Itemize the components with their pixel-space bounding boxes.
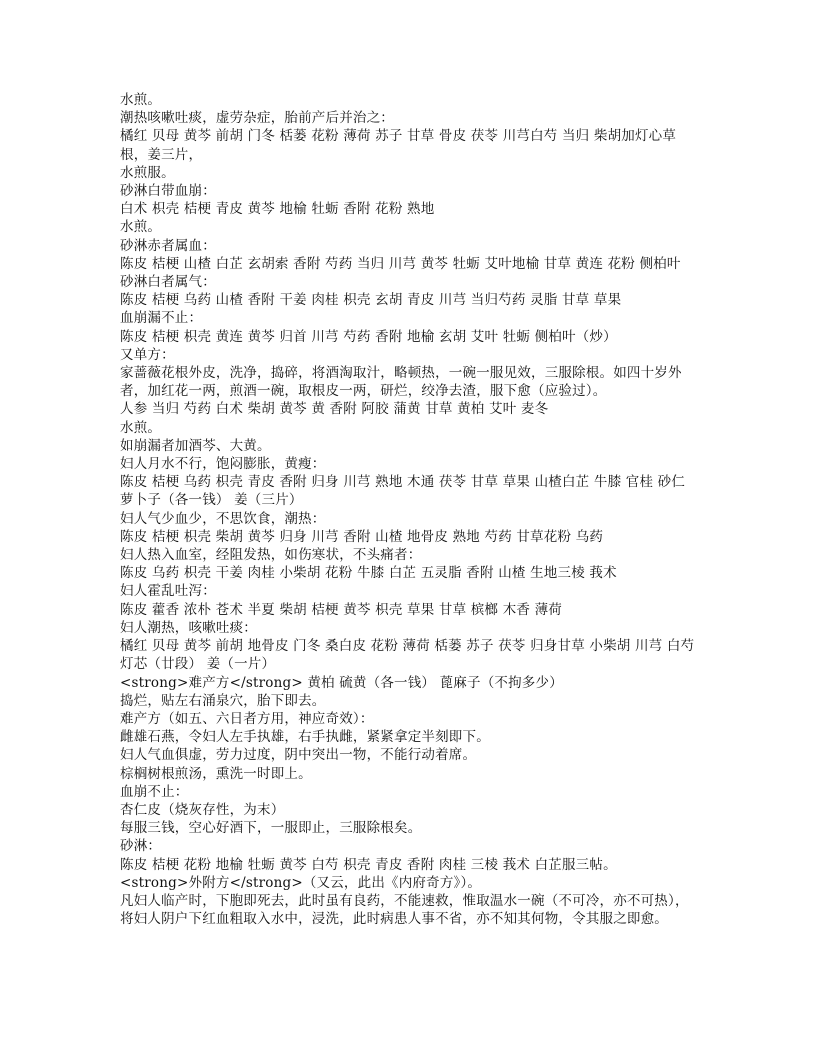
text-line: 凡妇人临产时，下胞即死去，此时虽有良药，不能速救，惟取温水一碗（不可冷，亦不可热），将妇人阴户下红血粗取入水中，浸洗，此时病患人事不省，亦不知其何物，令其服之即愈。 — [120, 892, 689, 928]
text-line: 水煎服。 — [120, 164, 175, 181]
text-line: 水煎。 — [120, 419, 162, 436]
text-line: 妇人气血俱虚，劳力过度，阴中突出一物，不能行动着席。 — [120, 747, 477, 764]
text-line: 陈皮 桔梗 花粉 地榆 牡蛎 黄芩 白芍 枳壳 青皮 香附 肉桂 三棱 莪术 白芷服三帖。 — [120, 856, 617, 873]
text-line: 陈皮 桔梗 枳壳 黄连 黄芩 归首 川芎 芍药 香附 地榆 玄胡 艾叶 牡蛎 侧柏叶（炒） — [120, 328, 617, 345]
text-line: 雌雄石燕，令妇人左手执雄，右手执雌，紧紧拿定半刻即下。 — [120, 729, 490, 746]
text-line: 妇人热入血室，经阻发热，如伤寒状，不头痛者： — [120, 547, 422, 564]
text-line: 妇人气少血少，不思饮食，潮热： — [120, 510, 326, 527]
text-line: 橘红 贝母 黄芩 前胡 地骨皮 门冬 桑白皮 花粉 薄荷 栝蒌 苏子 茯苓 归身甘草 小柴胡 川芎 白芍 灯芯（廿段） 姜（一片） — [120, 638, 695, 673]
text-line: 陈皮 桔梗 乌药 山楂 香附 干姜 肉桂 枳壳 玄胡 青皮 川芎 当归芍药 灵脂 甘草 草果 — [120, 292, 622, 309]
text-line: 白术 枳壳 桔梗 青皮 黄芩 地榆 牡蛎 香附 花粉 熟地 — [120, 201, 435, 218]
text-line: 陈皮 桔梗 山楂 白芷 玄胡索 香附 芍药 当归 川芎 黄芩 牡蛎 艾叶地榆 甘草 黄连 花粉 侧柏叶 — [120, 255, 681, 272]
text-line: 砂淋白者属气： — [120, 274, 216, 291]
text-line: 又单方： — [120, 346, 175, 363]
text-line: 每服三钱，空心好酒下，一服即止，三服除根矣。 — [120, 820, 422, 837]
text-line: 砂淋白带血崩： — [120, 183, 216, 200]
text-line: 陈皮 乌药 枳壳 干姜 肉桂 小柴胡 花粉 牛膝 白芷 五灵脂 香附 山楂 生地三棱 莪术 — [120, 565, 617, 582]
text-line: 陈皮 藿香 浓朴 苍术 半夏 柴胡 桔梗 黄芩 枳壳 草果 甘草 槟榔 木香 薄荷 — [120, 601, 562, 618]
text-line: <strong>难产方</strong> 黄柏 硫黄（各一钱） 蓖麻子（不拘多少） — [120, 674, 563, 691]
text-line: 难产方（如五、六日者方用，神应奇效）： — [120, 710, 374, 727]
text-line: 血崩不止： — [120, 783, 189, 800]
text-line: 杏仁皮（烧灰存性，为末） — [120, 801, 285, 818]
text-line: 如崩漏者加酒芩、大黄。 — [120, 437, 271, 454]
text-line: 水煎。 — [120, 219, 162, 236]
text-line: 妇人月水不行，饱闷膨胀，黄瘦： — [120, 456, 326, 473]
text-line: <strong>外附方</strong>（又云，此出《内府奇方》）。 — [120, 874, 482, 891]
text-line: 橘红 贝母 黄芩 前胡 门冬 栝蒌 花粉 薄荷 苏子 甘草 骨皮 茯苓 川芎白芍 当归 柴胡加灯心草根，姜三片， — [120, 128, 677, 163]
text-line: 人参 当归 芍药 白术 柴胡 黄芩 黄 香附 阿胶 蒲黄 甘草 黄柏 艾叶 麦冬 — [120, 401, 549, 418]
document-page — [120, 91, 700, 928]
text-line: 棕榈树根煎汤，熏洗一时即上。 — [120, 765, 312, 782]
text-line: 陈皮 桔梗 枳壳 柴胡 黄芩 归身 川芎 香附 山楂 地骨皮 熟地 芍药 甘草花粉 乌药 — [120, 528, 604, 545]
text-line: 砂淋赤者属血： — [120, 237, 216, 254]
text-line: 砂淋： — [120, 838, 162, 855]
text-line: 妇人霍乱吐泻： — [120, 583, 216, 600]
text-line: 潮热咳嗽吐痰，虚劳杂症，胎前产后并治之： — [120, 110, 394, 127]
text-line: 血崩漏不止： — [120, 310, 203, 327]
text-line: 水煎。 — [120, 92, 162, 108]
text-line: 家蔷薇花根外皮，洗净，捣碎，将酒淘取汁，略顿热，一碗一服见效，三服除根。如四十岁外者，加红花一两，煎酒一碗，取根皮一两，研烂，绞净去渣，服下愈（应验过）。 — [120, 365, 682, 400]
text-line: 捣烂，贴左右涌泉穴，胎下即去。 — [120, 692, 326, 709]
text-line: 妇人潮热，咳嗽吐痰： — [120, 619, 257, 636]
text-line: 陈皮 桔梗 乌药 枳壳 青皮 香附 归身 川芎 熟地 木通 茯苓 甘草 草果 山楂白芷 牛膝 官桂 砂仁 萝卜子（各一钱） 姜（三片） — [120, 474, 686, 509]
